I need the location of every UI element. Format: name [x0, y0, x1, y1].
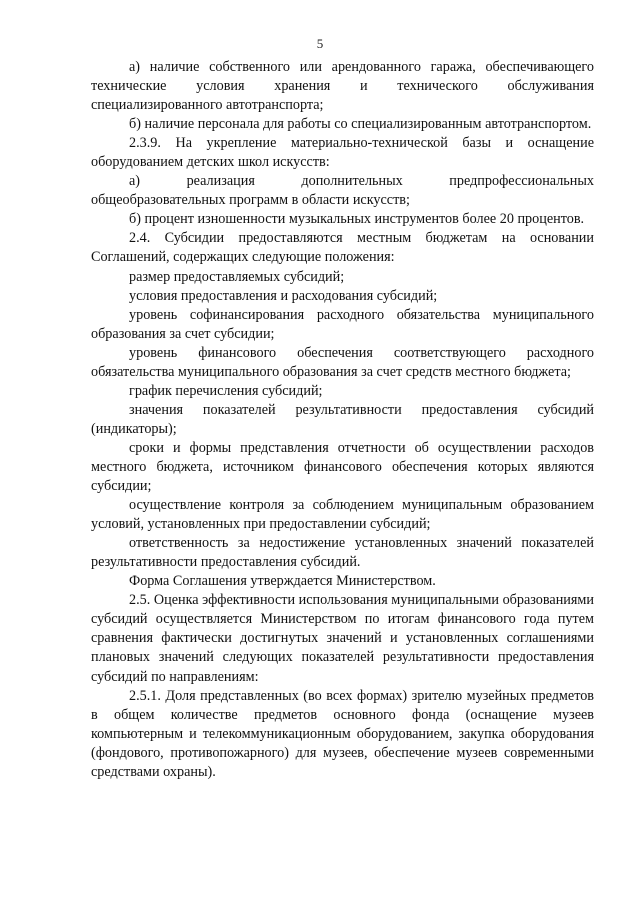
list-item-schedule: график перечисления субсидий;: [129, 382, 323, 399]
list-item-control: осуществление контроля за соблюдением муниципальным образованием условий, установленных при предоставлении субсидий;: [91, 497, 594, 533]
list-item-reporting: сроки и формы представления отчетности об осуществлении расходов местного бюджета, источником финансового обеспечения которых являются субсидии;: [91, 439, 594, 495]
list-item-conditions: условия предоставления и расходования субсидий;: [129, 287, 438, 304]
list-item-indicators: значения показателей результативности предоставления субсидий (индикаторы);: [91, 401, 594, 437]
paragraph-instruments: б) процент изношенности музыкальных инструментов более 20 процентов.: [129, 211, 585, 228]
list-item-financial-provision: уровень финансового обеспечения соответствующего расходного обязательства муниципального образования за счет средств местного бюджета;: [91, 344, 594, 380]
document-body: [91, 58, 594, 782]
paragraph-agreement-form: Форма Соглашения утверждается Министерством.: [129, 573, 436, 590]
paragraph-2-5: 2.5. Оценка эффективности использования муниципальными образованиями субсидий осуществляется Министерством по итогам финансового года путем сравнения фактически достигнутых значений и установленных соглашениями плановых значений следующих показателей результативности предоставления субсидий по направлениям:: [91, 592, 594, 685]
list-item-subsidy-size: размер предоставляемых субсидий;: [129, 268, 345, 285]
paragraph-garage: а) наличие собственного или арендованного гаража, обеспечивающего технические условия хранения и технического обслуживания специализированного автотранспорта;: [91, 59, 594, 114]
paragraph-2-5-1: 2.5.1. Доля представленных (во всех формах) зрителю музейных предметов в общем количестве предметов основного фонда (оснащение музеев компьютерным и телекоммуникационным оборудованием, закупка оборудования (фондового, противопожарного) для музеев, обеспечение музеев современными средствами охраны).: [91, 687, 594, 780]
paragraph-programs: а) реализация дополнительных предпрофессиональных общеобразовательных программ в области искусств;: [91, 173, 594, 209]
list-item-cofinancing: уровень софинансирования расходного обязательства муниципального образования за счет субсидии;: [91, 306, 594, 342]
list-item-responsibility: ответственность за недостижение установленных значений показателей результативности предоставления субсидий.: [91, 535, 594, 571]
paragraph-2-3-9: 2.3.9. На укрепление материально-технической базы и оснащение оборудованием детских школ искусств:: [91, 135, 594, 171]
paragraph-2-4: 2.4. Субсидии предоставляются местным бюджетам на основании Соглашений, содержащих следующие положения:: [91, 230, 594, 266]
page-number: 5: [316, 36, 324, 51]
paragraph-personnel: б) наличие персонала для работы со специализированным автотранспортом.: [129, 116, 592, 133]
